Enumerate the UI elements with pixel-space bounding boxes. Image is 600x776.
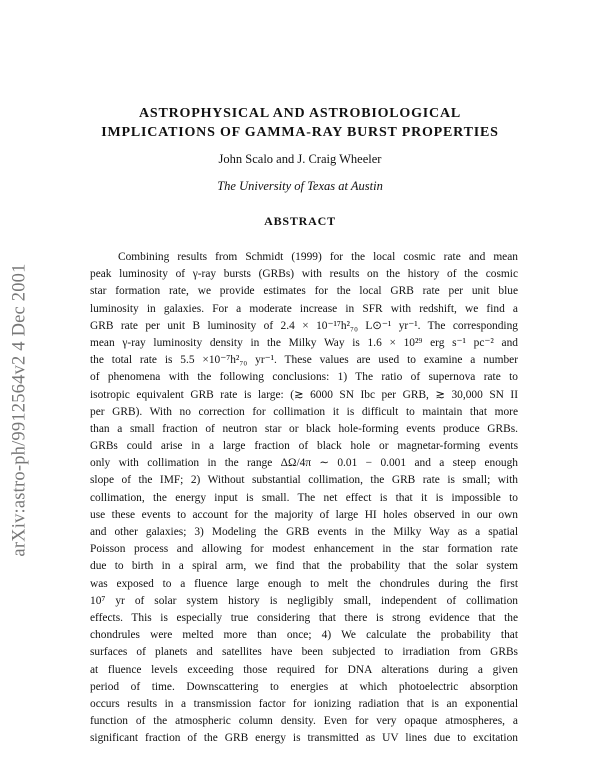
abstract-line: star formation rate, we provide estimates for the local GRB rate per unit blue bbox=[90, 285, 518, 298]
title-line-2: IMPLICATIONS OF GAMMA-RAY BURST PROPERTIES bbox=[101, 125, 499, 140]
abstract-line: collimation, the energy input is small. The net effect is that it is impossible to bbox=[90, 491, 518, 504]
abstract-line: use these events to account for the majority of large HI holes observed in our own bbox=[90, 508, 518, 521]
abstract-line: the total rate is 5.5 ×10⁻⁷h²₇₀ yr⁻¹. These values are used to examine a number bbox=[90, 354, 518, 367]
affiliation: The University of Texas at Austin bbox=[217, 179, 383, 193]
abstract-line: surfaces of planets and satellites have been subjected to irradiation from GRBs bbox=[90, 646, 518, 659]
abstract-line: function of the atmospheric column density. Even for very opaque atmospheres, a bbox=[90, 715, 518, 728]
abstract-line: slope of the IMF; 2) Without substantial collimation, the GRB rate is small; with bbox=[90, 474, 518, 487]
abstract-line: 10⁷ yr of solar system history is negligibly small, independent of collimation bbox=[90, 594, 518, 607]
abstract-line: peak luminosity of γ-ray bursts (GRBs) with results on the history of the cosmic bbox=[90, 268, 518, 281]
abstract-line: and other galaxies; 3) Modeling the GRB events in the Milky Way as a spatial bbox=[90, 526, 518, 538]
abstract-body bbox=[90, 249, 518, 747]
abstract-line: than a small fraction of neutron star or black hole-forming events produce GRBs. bbox=[90, 422, 518, 435]
abstract-line: GRBs could arise in a large fraction of black hole or magnetar-forming events bbox=[90, 440, 518, 453]
abstract-line: isotropic equivalent GRB rate is large: (≳ 6000 SN Ibc per GRB, ≳ 30,000 SN II bbox=[90, 388, 518, 401]
abstract-line: of phenomena with the following conclusions: 1) The ratio of supernova rate to bbox=[90, 371, 518, 384]
authors: John Scalo and J. Craig Wheeler bbox=[218, 152, 382, 166]
arxiv-identifier-sidebar bbox=[2, 210, 38, 610]
abstract-line: due to birth in a spiral arm, we find that the probability that the solar system bbox=[90, 560, 518, 573]
abstract-line: luminosity in galaxies. For a moderate increase in SFR with redshift, we find a bbox=[90, 302, 518, 315]
paper-title bbox=[0, 104, 600, 142]
abstract-line: period of time. Downscattering to energies at which photoelectric absorption bbox=[90, 680, 518, 693]
abstract-line: chondrules were melted more than once; 4) We calculate the probability that bbox=[90, 629, 518, 642]
arxiv-id: arXiv:astro-ph/9912564v2 4 Dec 2001 bbox=[9, 263, 30, 557]
abstract-line: Poisson process and allowing for modest enhancement in the star formation rate bbox=[90, 543, 518, 556]
abstract-line: at fluence levels exceeding those required for DNA alterations during a given bbox=[90, 663, 518, 676]
abstract-line: occurs results in a transmission factor for ionizing radiation that is an exponential bbox=[90, 697, 518, 710]
abstract-line: effects. This is especially true considering that there is strong evidence that the bbox=[90, 611, 518, 624]
abstract-line: GRB rate per unit B luminosity of 2.4 × 10⁻¹⁷h²₇₀ L⊙⁻¹ yr⁻¹. The corresponding bbox=[90, 319, 518, 332]
abstract-line: was exposed to a fluence large enough to melt the chondrules during the first bbox=[90, 577, 518, 590]
abstract-line: mean γ-ray luminosity density in the Milky Way is 1.6 × 10²⁹ erg s⁻¹ pc⁻² and bbox=[90, 336, 518, 349]
abstract-line: per GRB). With no correction for collimation it is difficult to maintain that more bbox=[90, 405, 518, 418]
abstract-line: significant fraction of the GRB energy is transmitted as UV lines due to excitation bbox=[90, 732, 518, 745]
title-line-1: ASTROPHYSICAL AND ASTROBIOLOGICAL bbox=[138, 106, 462, 121]
abstract-heading: ABSTRACT bbox=[264, 214, 336, 228]
abstract-line: Combining results from Schmidt (1999) for the local cosmic rate and mean bbox=[118, 251, 518, 263]
abstract-line: only with collimation in the range ΔΩ/4π ∼ 0.01 − 0.001 and a steep enough bbox=[90, 457, 518, 470]
